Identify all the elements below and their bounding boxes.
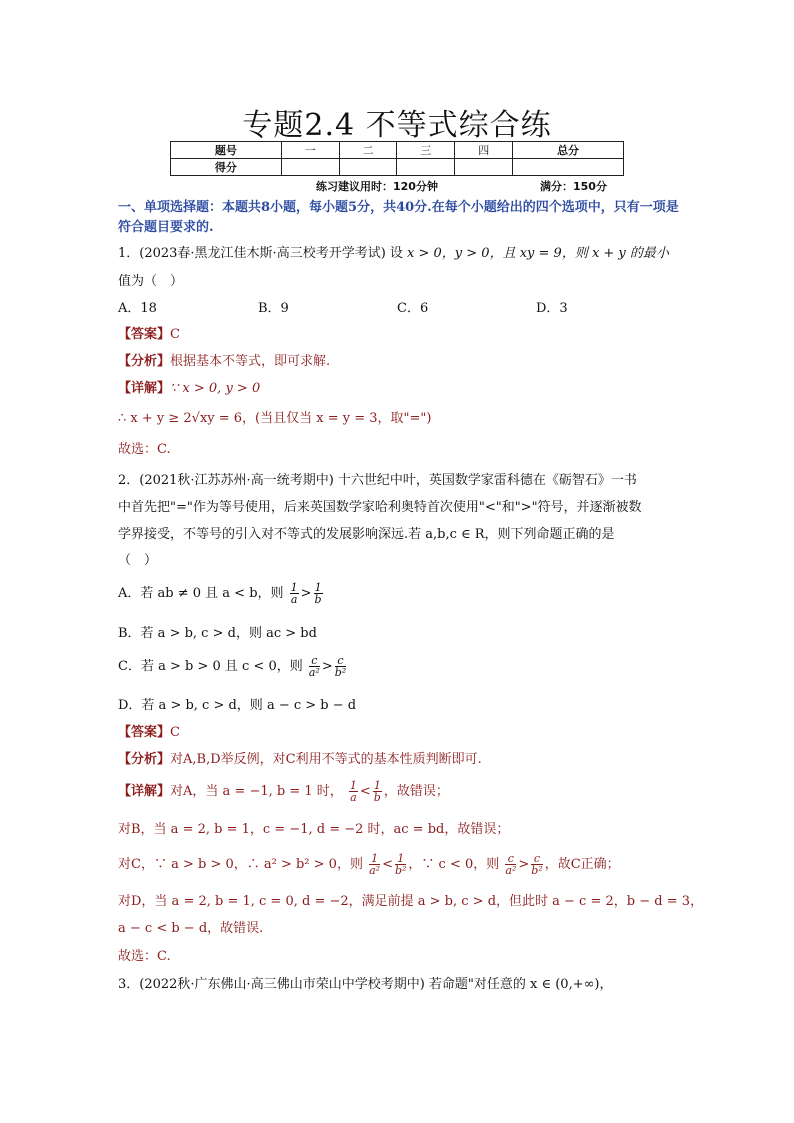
suggested-time: 练习建议用时：120分钟 — [316, 180, 438, 193]
q2-stem-line4: （ ） — [118, 553, 158, 568]
q3-stem-line1: 3．(2022秋·广东佛山·高三佛山市荣山中学校考期中) 若命题"对任意的 x ∈ (0,+∞)， — [118, 977, 613, 992]
q2-stem-line1: 2．(2021秋·江苏苏州·高一统考期中) 十六世纪中叶，英国数学家雷科德在《砺智石》一书 — [118, 473, 637, 488]
fraction: $\frac{1}{b}$ — [373, 779, 381, 804]
q2-detail-b: 对B，当 a = 2, b = 1，c = −1, d = −2 时，ac = bd，故错误； — [118, 822, 510, 837]
q1-detail-line2: ∴ x + y ≥ 2√xy = 6，(当且仅当 x = y = 3，取"=") — [118, 411, 432, 426]
detail-tag: 【详解】 — [118, 381, 171, 396]
answer-tag: 【答案】 — [118, 725, 171, 740]
fraction: $\frac{1}{a}$ — [349, 779, 357, 804]
fraction: $\frac{c}{\text{a²}}$ — [308, 654, 320, 679]
q2-option-c-text: C．若 a > b > 0 且 c < 0，则 — [118, 659, 303, 674]
score-cell — [513, 159, 624, 176]
q2-detail-c: 对C，∵ a > b > 0，∴ a² > b² > 0，则 $\frac{1}{\text{a²}}$ < $\frac{1}{\text{b²}}$ ，∵ c < 0，则 $\frac{c}{\text{a²}}$ > $\frac{c}{\text{b²}}$ ，故C正确； — [118, 852, 620, 877]
score-cell — [397, 159, 455, 176]
q2-option-a-text: A．若 ab ≠ 0 且 a < b，则 — [118, 586, 284, 601]
detail-text: ，故错误； — [383, 784, 449, 799]
analysis-tag: 【分析】 — [118, 354, 171, 369]
score-table-score-row — [171, 159, 624, 176]
fraction: $\frac{1}{\text{b²}}$ — [394, 852, 407, 877]
q1-stem-line1 — [118, 242, 669, 261]
detail-text: 对A，当 a = −1, b = 1 时， — [170, 784, 343, 799]
q2-stem-line2: 中首先把"="作为等号使用，后来英国数学家哈利奥特首次使用"<"和">"符号，并逐渐被数 — [118, 500, 642, 515]
fraction: $\frac{1}{a}$ — [290, 581, 298, 606]
score-cell: 得分 — [171, 159, 282, 176]
q1-stem-start: 1．(2023春·黑龙江佳木斯·高三校考开学考试) 设 — [118, 246, 403, 261]
q2-detail-a: 【详解】对A，当 a = −1, b = 1 时， $\frac{1}{a}$ < $\frac{1}{b}$ ，故错误； — [118, 779, 449, 804]
full-score: 满分：150分 — [540, 180, 607, 193]
analysis-text: 对A,B,D举反例，对C利用不等式的基本性质判断即可. — [170, 752, 482, 767]
score-cell: 二 — [339, 142, 397, 159]
q2-answer — [118, 721, 180, 740]
q1-analysis — [118, 350, 330, 369]
detail-text: 对C，∵ a > b > 0，∴ a² > b² > 0，则 — [118, 857, 363, 872]
fraction: $\frac{c}{\text{a²}}$ — [505, 852, 517, 877]
answer-tag: 【答案】 — [118, 327, 171, 342]
score-cell: 一 — [281, 142, 339, 159]
q2-option-b: B．若 a > b, c > d，则 ac > bd — [118, 626, 317, 641]
q1-option-b: B．9 — [258, 301, 289, 316]
fraction: $\frac{1}{\text{a²}}$ — [369, 852, 381, 877]
fraction: $\frac{c}{\text{b²}}$ — [531, 852, 543, 877]
score-cell: 三 — [397, 142, 455, 159]
q1-answer — [118, 323, 180, 342]
score-cell: 题号 — [171, 142, 282, 159]
score-cell — [281, 159, 339, 176]
q1-detail — [118, 377, 260, 396]
q1-option-c: C．6 — [397, 301, 429, 316]
answer-value: C — [170, 327, 180, 342]
score-cell — [455, 159, 513, 176]
q2-option-c: C．若 a > b > 0 且 c < 0，则 $\frac{c}{\text{a²}}$ > $\frac{c}{\text{b²}}$ — [118, 654, 347, 679]
detail-tag: 【详解】 — [118, 784, 171, 799]
detail-text: ，故C正确； — [544, 857, 620, 872]
q2-option-a: A．若 ab ≠ 0 且 a < b，则 $\frac{1}{a}$ > $\frac{1}{b}$ — [118, 581, 322, 606]
detail-text: ，∵ c < 0，则 — [408, 857, 500, 872]
q2-detail-d2: a − c < b − d，故错误. — [118, 921, 264, 936]
q2-option-d: D．若 a > b, c > d，则 a − c > b − d — [118, 698, 357, 713]
answer-value: C — [170, 725, 180, 740]
q1-stem-condition: x > 0，y > 0，且 xy = 9，则 x + y 的最小 — [407, 246, 669, 261]
q1-option-d: D．3 — [536, 301, 568, 316]
score-cell: 四 — [455, 142, 513, 159]
score-cell: 总分 — [513, 142, 624, 159]
score-table — [170, 141, 624, 176]
detail-text: ∵ x > 0, y > 0 — [170, 381, 261, 396]
section-heading: 一、单项选择题：本题共8小题，每小题5分，共40分.在每个小题给出的四个选项中，只有一项是符合题目要求的. — [118, 200, 679, 235]
q2-detail-d: 对D，当 a = 2, b = 1, c = 0, d = −2，满足前提 a > b, c > d，但此时 a − c = 2，b − d = 3， — [118, 894, 703, 909]
q1-choice: 故选：C. — [118, 442, 171, 457]
analysis-tag: 【分析】 — [118, 752, 171, 767]
q1-stem-line2: 值为（ ） — [118, 274, 184, 289]
q2-choice: 故选：C. — [118, 949, 171, 964]
page-title: 专题2.4 不等式综合练 — [242, 108, 552, 143]
fraction: $\frac{c}{\text{b²}}$ — [334, 654, 347, 679]
analysis-text: 根据基本不等式，即可求解. — [170, 354, 331, 369]
fraction: $\frac{1}{b}$ — [314, 581, 322, 606]
score-table-header-row — [171, 142, 624, 159]
q1-option-a: A．18 — [118, 301, 157, 316]
q2-stem-line3: 学界接受，不等号的引入对不等式的发展影响深远.若 a,b,c ∈ R，则下列命题正确的是 — [118, 527, 615, 542]
score-cell — [339, 159, 397, 176]
q2-analysis — [118, 748, 482, 767]
